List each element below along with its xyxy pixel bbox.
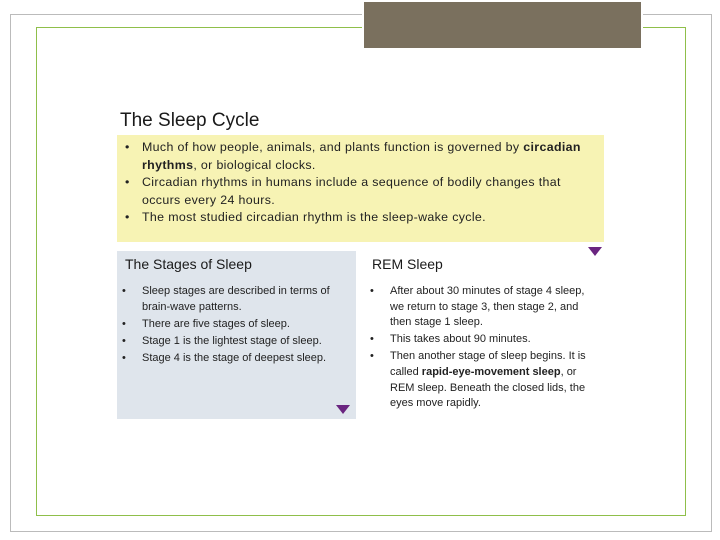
rem-item bbox=[370, 332, 600, 348]
rem-text: Then another stage of sleep begins. It is called bbox=[390, 350, 586, 378]
bullet-icon: • bbox=[370, 350, 374, 363]
rem-text: After about 30 minutes of stage 4 sleep, we return to stage 3, then stage 2, and then stage 1 sleep. bbox=[390, 285, 585, 329]
bullet-icon: • bbox=[122, 334, 126, 347]
bullet-icon: • bbox=[125, 210, 130, 224]
stages-text: There are five stages of sleep. bbox=[142, 317, 290, 330]
stages-heading: The Stages of Sleep bbox=[125, 256, 252, 272]
triangle-marker-icon bbox=[336, 405, 350, 414]
stages-text: Stage 4 is the stage of deepest sleep. bbox=[142, 351, 327, 364]
intro-text: The most studied circadian rhythm is the sleep-wake cycle. bbox=[142, 210, 486, 224]
stages-text: Sleep stages are described in terms of brain-wave patterns. bbox=[142, 285, 330, 313]
bullet-icon: • bbox=[370, 285, 374, 297]
intro-list bbox=[125, 139, 596, 227]
intro-box bbox=[117, 135, 604, 242]
rem-text: , or REM sleep. Beneath the closed lids, the eyes move rapidly. bbox=[390, 365, 586, 410]
stages-item bbox=[122, 284, 350, 315]
intro-text: Circadian rhythms in humans include a sequence of bodily changes that occurs every 24 hours. bbox=[142, 175, 561, 207]
intro-text: Much of how people, animals, and plants function is governed by bbox=[142, 140, 524, 154]
rem-text: This takes about 90 minutes. bbox=[390, 333, 531, 346]
intro-item bbox=[125, 139, 596, 174]
bullet-icon: • bbox=[122, 351, 126, 364]
bullet-icon: • bbox=[122, 317, 126, 330]
stages-text: Stage 1 is the lightest stage of sleep. bbox=[142, 334, 322, 347]
intro-bold: circadian rhythms bbox=[142, 140, 581, 172]
title-accent-bar bbox=[362, 0, 643, 50]
rem-item bbox=[370, 284, 600, 331]
stages-list bbox=[122, 284, 350, 368]
stages-item bbox=[122, 334, 350, 350]
rem-heading: REM Sleep bbox=[372, 256, 443, 272]
bullet-icon: • bbox=[125, 140, 130, 154]
rem-bold: rapid-eye-movement sleep bbox=[421, 365, 561, 378]
bullet-icon: • bbox=[370, 333, 374, 346]
bullet-icon: • bbox=[125, 175, 130, 189]
stages-item bbox=[122, 317, 350, 333]
rem-item bbox=[370, 349, 600, 411]
intro-text: , or biological clocks. bbox=[193, 157, 316, 172]
intro-item bbox=[125, 174, 596, 209]
triangle-marker-icon bbox=[588, 247, 602, 256]
stages-item bbox=[122, 351, 350, 367]
slide-title: The Sleep Cycle bbox=[120, 110, 260, 131]
bullet-icon: • bbox=[122, 285, 126, 297]
rem-list bbox=[370, 284, 600, 413]
intro-item bbox=[125, 209, 596, 227]
